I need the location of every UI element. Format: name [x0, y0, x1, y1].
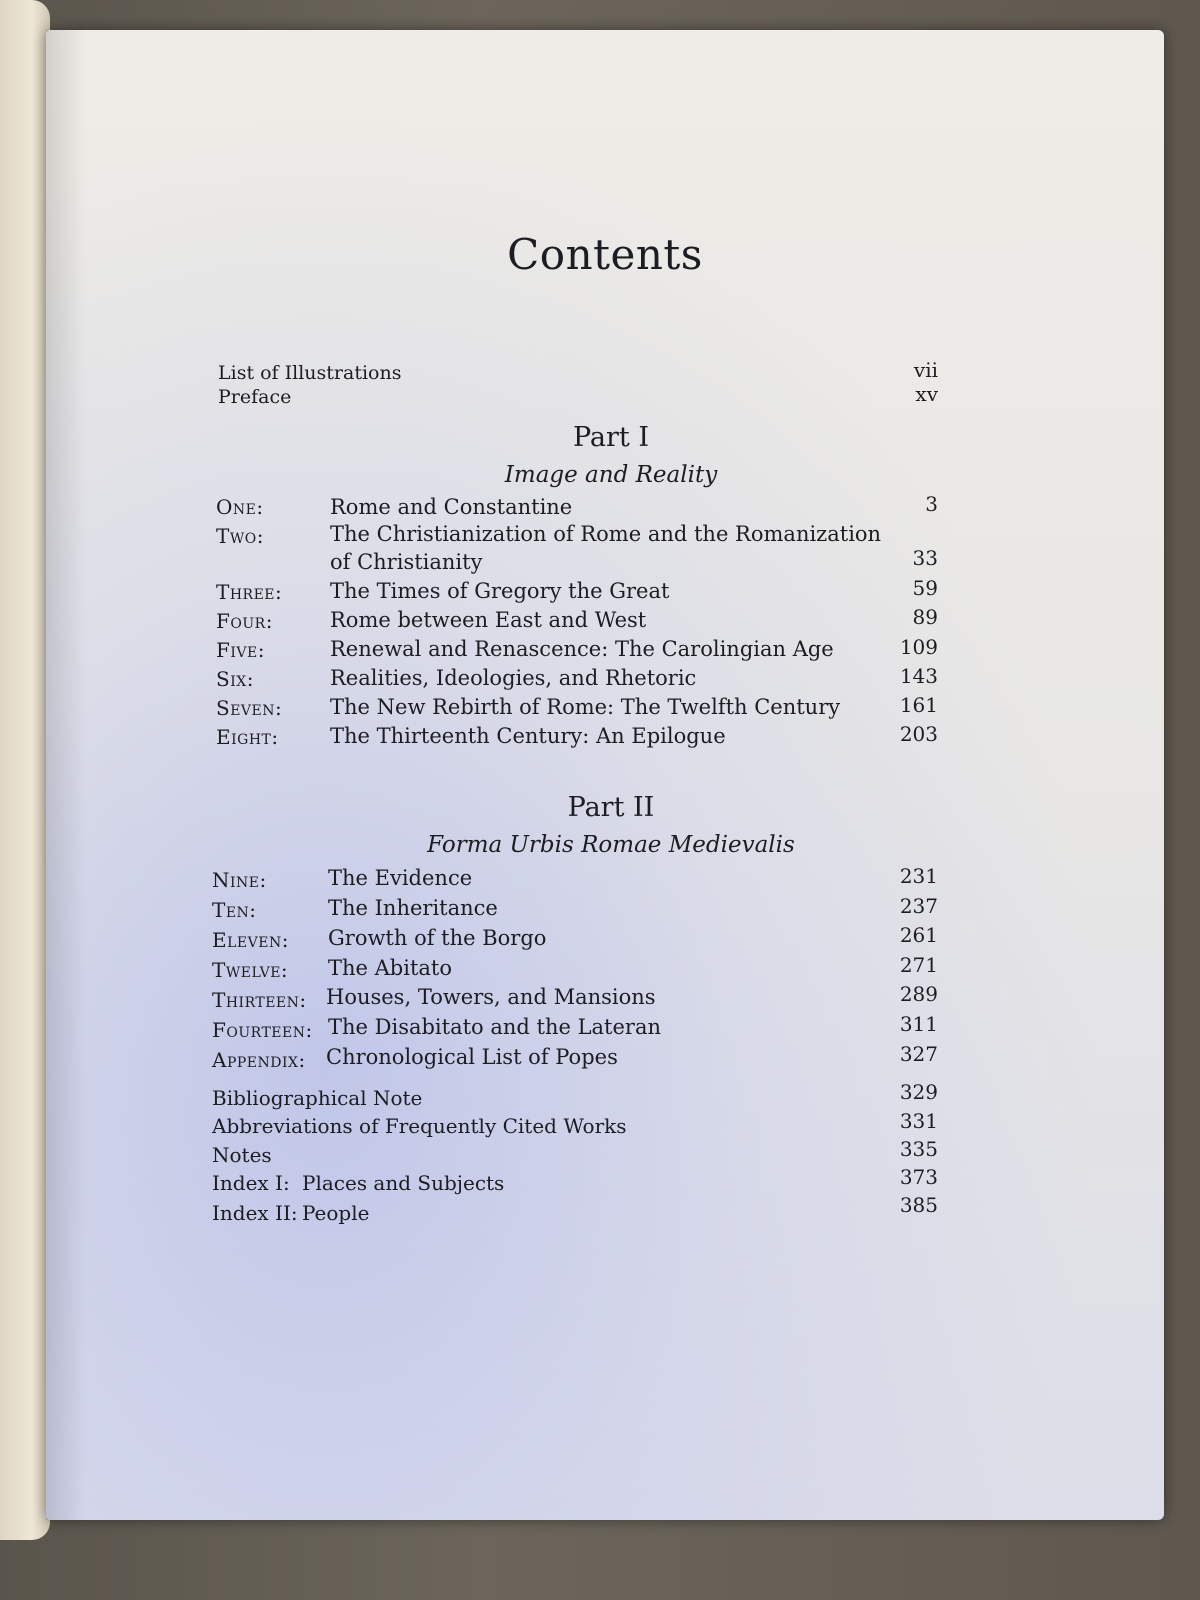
chapter-page: 327: [899, 1042, 938, 1066]
chapter-number: Seven:: [216, 696, 283, 720]
chapter-title: The New Rebirth of Rome: The Twelfth Century: [330, 695, 841, 719]
back-matter-page: 373: [899, 1165, 938, 1189]
back-matter-page: 385: [899, 1193, 938, 1217]
chapter-number: Nine:: [212, 868, 267, 892]
chapter-page: 203: [899, 722, 938, 746]
back-matter-page: 329: [899, 1080, 938, 1104]
back-matter-label: Abbreviations of Frequently Cited Works: [212, 1114, 627, 1138]
page-title: Contents: [507, 230, 703, 279]
back-matter-label: Index II:: [212, 1201, 298, 1225]
facing-page-edge: [0, 0, 50, 1540]
chapter-number: Eight:: [216, 725, 279, 749]
front-matter-label: List of Illustrations: [218, 362, 402, 384]
chapter-number: Ten:: [212, 898, 257, 922]
chapter-title: The Inheritance: [328, 896, 498, 920]
chapter-page: 237: [899, 894, 938, 918]
chapter-page: 143: [899, 664, 938, 688]
front-matter-page: vii: [913, 358, 938, 382]
chapter-title: The Times of Gregory the Great: [330, 579, 670, 603]
chapter-title: Renewal and Renascence: The Carolingian Age: [330, 637, 834, 661]
back-matter-page: 335: [899, 1137, 938, 1161]
part-two-subtitle: Forma Urbis Romae Medievalis: [427, 832, 795, 858]
chapter-title-continued: of Christianity: [330, 550, 483, 574]
chapter-page: 311: [899, 1012, 938, 1036]
chapter-title: Houses, Towers, and Mansions: [326, 985, 656, 1009]
back-matter-page: 331: [899, 1109, 938, 1133]
back-matter-sublabel: People: [302, 1201, 370, 1225]
chapter-page: 161: [899, 693, 938, 717]
chapter-number: Thirteen:: [212, 988, 307, 1012]
chapter-title: Growth of the Borgo: [328, 926, 547, 950]
chapter-page: 231: [899, 864, 938, 888]
chapter-title: Rome and Constantine: [330, 495, 573, 519]
back-matter-sublabel: Places and Subjects: [302, 1171, 505, 1195]
chapter-number: Appendix:: [212, 1048, 306, 1072]
part-one-title: Part I: [572, 422, 650, 453]
chapter-number: Three:: [216, 580, 283, 604]
chapter-page: 289: [899, 982, 938, 1006]
front-matter-label: Preface: [218, 386, 292, 408]
back-matter-label: Notes: [212, 1143, 272, 1167]
chapter-title: The Christianization of Rome and the Romanization: [330, 522, 882, 546]
chapter-number: Twelve:: [212, 958, 289, 982]
chapter-title: The Abitato: [328, 956, 453, 980]
chapter-number: Fourteen:: [212, 1018, 313, 1042]
chapter-page: 109: [899, 635, 938, 659]
chapter-title: Rome between East and West: [330, 608, 647, 632]
chapter-title: Realities, Ideologies, and Rhetoric: [330, 666, 697, 690]
chapter-page: 271: [899, 953, 938, 977]
back-matter-label: Index I:: [212, 1171, 290, 1195]
chapter-title: The Thirteenth Century: An Epilogue: [330, 724, 726, 748]
back-matter-label: Bibliographical Note: [212, 1086, 423, 1110]
contents-page: [46, 30, 1164, 1520]
chapter-number: Six:: [216, 667, 254, 691]
chapter-page: 89: [912, 605, 938, 629]
chapter-page: 59: [912, 576, 938, 600]
chapter-title: Chronological List of Popes: [326, 1045, 618, 1069]
chapter-number: One:: [216, 495, 264, 519]
chapter-page: 261: [899, 923, 938, 947]
chapter-number: Four:: [216, 609, 273, 633]
chapter-number: Eleven:: [212, 928, 289, 952]
chapter-title: The Evidence: [328, 866, 473, 890]
part-two-title: Part II: [567, 792, 655, 823]
chapter-page: 3: [925, 492, 938, 516]
chapter-number: Five:: [216, 638, 265, 662]
part-one-subtitle: Image and Reality: [504, 462, 718, 488]
chapter-number: Two:: [216, 524, 264, 548]
chapter-page: 33: [912, 546, 938, 570]
front-matter-page: xv: [915, 382, 938, 406]
chapter-title: The Disabitato and the Lateran: [328, 1015, 662, 1039]
